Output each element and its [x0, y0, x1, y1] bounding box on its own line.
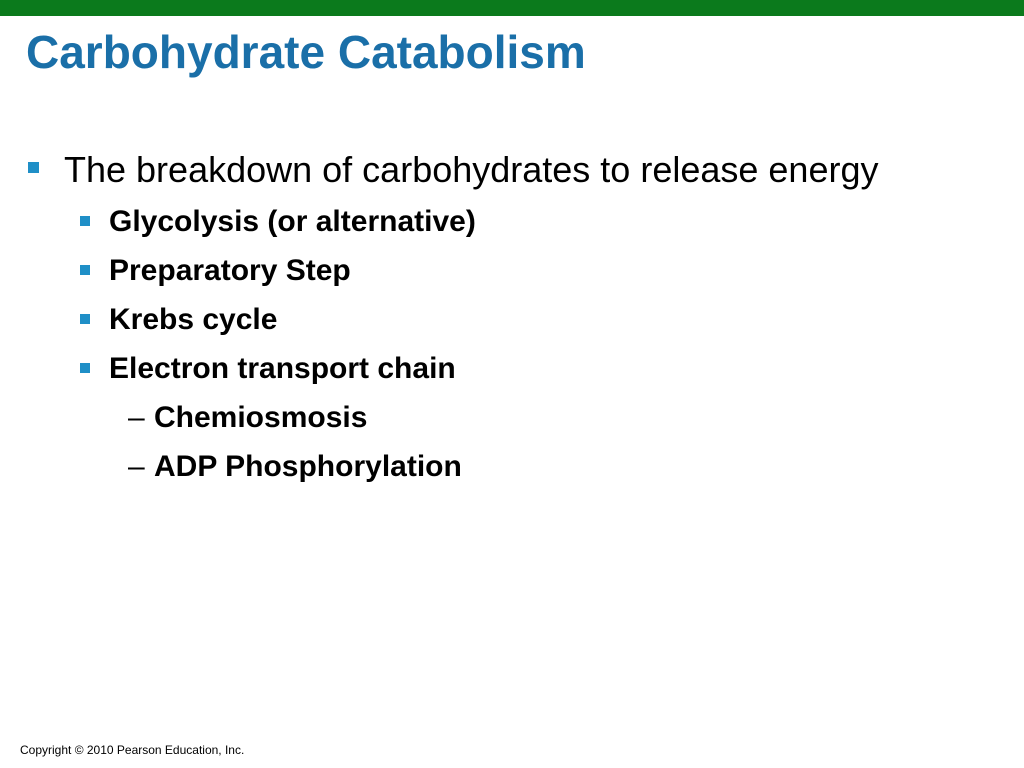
sub-bullet-text: Glycolysis (or alternative)	[109, 205, 476, 238]
sub-sub-bullet-text: ADP Phosphorylation	[154, 450, 462, 483]
square-bullet-icon	[28, 162, 39, 173]
sub-bullet-text: Krebs cycle	[109, 303, 278, 336]
square-bullet-icon	[80, 314, 90, 324]
slide-title: Carbohydrate Catabolism	[26, 26, 586, 78]
square-bullet-icon	[80, 216, 90, 226]
square-bullet-icon	[80, 363, 90, 373]
top-accent-bar	[0, 0, 1024, 16]
sub-bullet-text: Electron transport chain	[109, 352, 456, 385]
copyright-footer: Copyright © 2010 Pearson Education, Inc.	[20, 743, 245, 757]
sub-bullet-text: Preparatory Step	[109, 254, 351, 287]
dash-bullet-icon: –	[128, 401, 145, 434]
square-bullet-icon	[80, 265, 90, 275]
sub-sub-bullet-text: Chemiosmosis	[154, 401, 368, 434]
dash-bullet-icon: –	[128, 450, 145, 483]
bullet-text: The breakdown of carbohydrates to release energy	[64, 149, 879, 190]
